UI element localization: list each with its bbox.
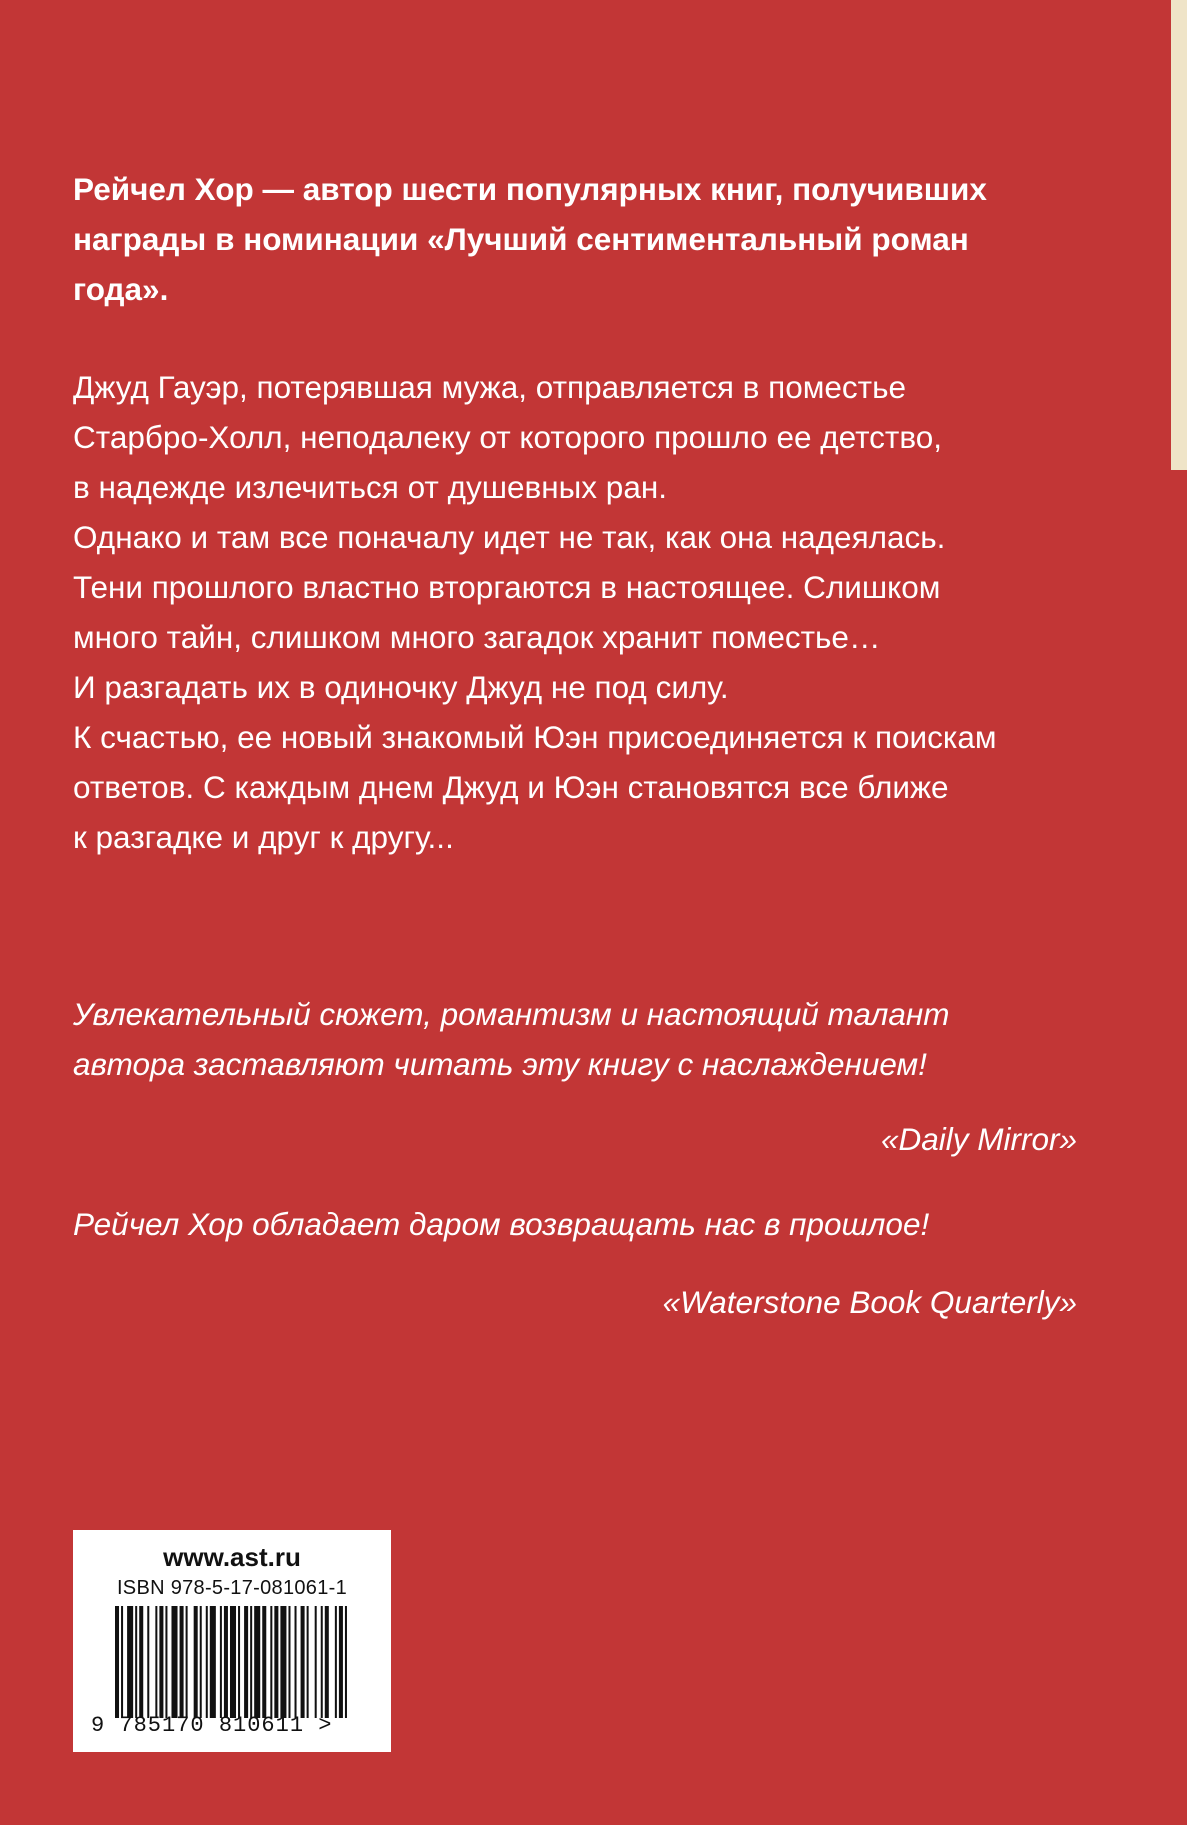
review-source: «Waterstone Book Quarterly» xyxy=(662,1284,1077,1320)
spine-edge xyxy=(1171,0,1187,470)
book-blurb xyxy=(73,362,1133,862)
review-source: «Daily Mirror» xyxy=(880,1121,1077,1157)
intro-line: года». xyxy=(73,271,169,307)
blurb-line: К счастью, ее новый знакомый Юэн присоединяется к поискам xyxy=(73,719,997,755)
review-quote xyxy=(73,1199,1113,1249)
blurb-line: Однако и там все поначалу идет не так, как она надеялась. xyxy=(73,519,946,555)
blurb-line: ответов. С каждым днем Джуд и Юэн становятся все ближе xyxy=(73,769,949,805)
author-intro xyxy=(73,164,1113,314)
review-line: автора заставляют читать эту книгу с наслаждением! xyxy=(73,1046,927,1082)
blurb-line: И разгадать их в одиночку Джуд не под силу. xyxy=(73,669,729,705)
blurb-line: Тени прошлого властно вторгаются в настоящее. Слишком xyxy=(73,569,941,605)
review-quote xyxy=(73,989,1113,1089)
blurb-line: Джуд Гауэр, потерявшая мужа, отправляется в поместье xyxy=(73,369,907,405)
barcode-panel xyxy=(73,1530,391,1752)
barcode-graphic xyxy=(115,1606,351,1718)
intro-line: Рейчел Хор — автор шести популярных книг, получивших xyxy=(73,171,987,207)
blurb-line: много тайн, слишком много загадок хранит поместье… xyxy=(73,619,881,655)
blurb-line: в надежде излечиться от душевных ран. xyxy=(73,469,667,505)
blurb-line: к разгадке и друг к другу... xyxy=(73,819,454,855)
barcode-digits: 9 785170 810611 > xyxy=(91,1713,333,1738)
intro-line: награды в номинации «Лучший сентиментальный роман xyxy=(73,221,969,257)
blurb-line: Старбро-Холл, неподалеку от которого прошло ее детство, xyxy=(73,419,942,455)
isbn-text: ISBN 978-5-17-081061-1 xyxy=(116,1577,348,1599)
review-line: Увлекательный сюжет, романтизм и настоящий талант xyxy=(73,996,950,1032)
review-line: Рейчел Хор обладает даром возвращать нас в прошлое! xyxy=(73,1206,930,1242)
publisher-website: www.ast.ru xyxy=(163,1542,301,1572)
